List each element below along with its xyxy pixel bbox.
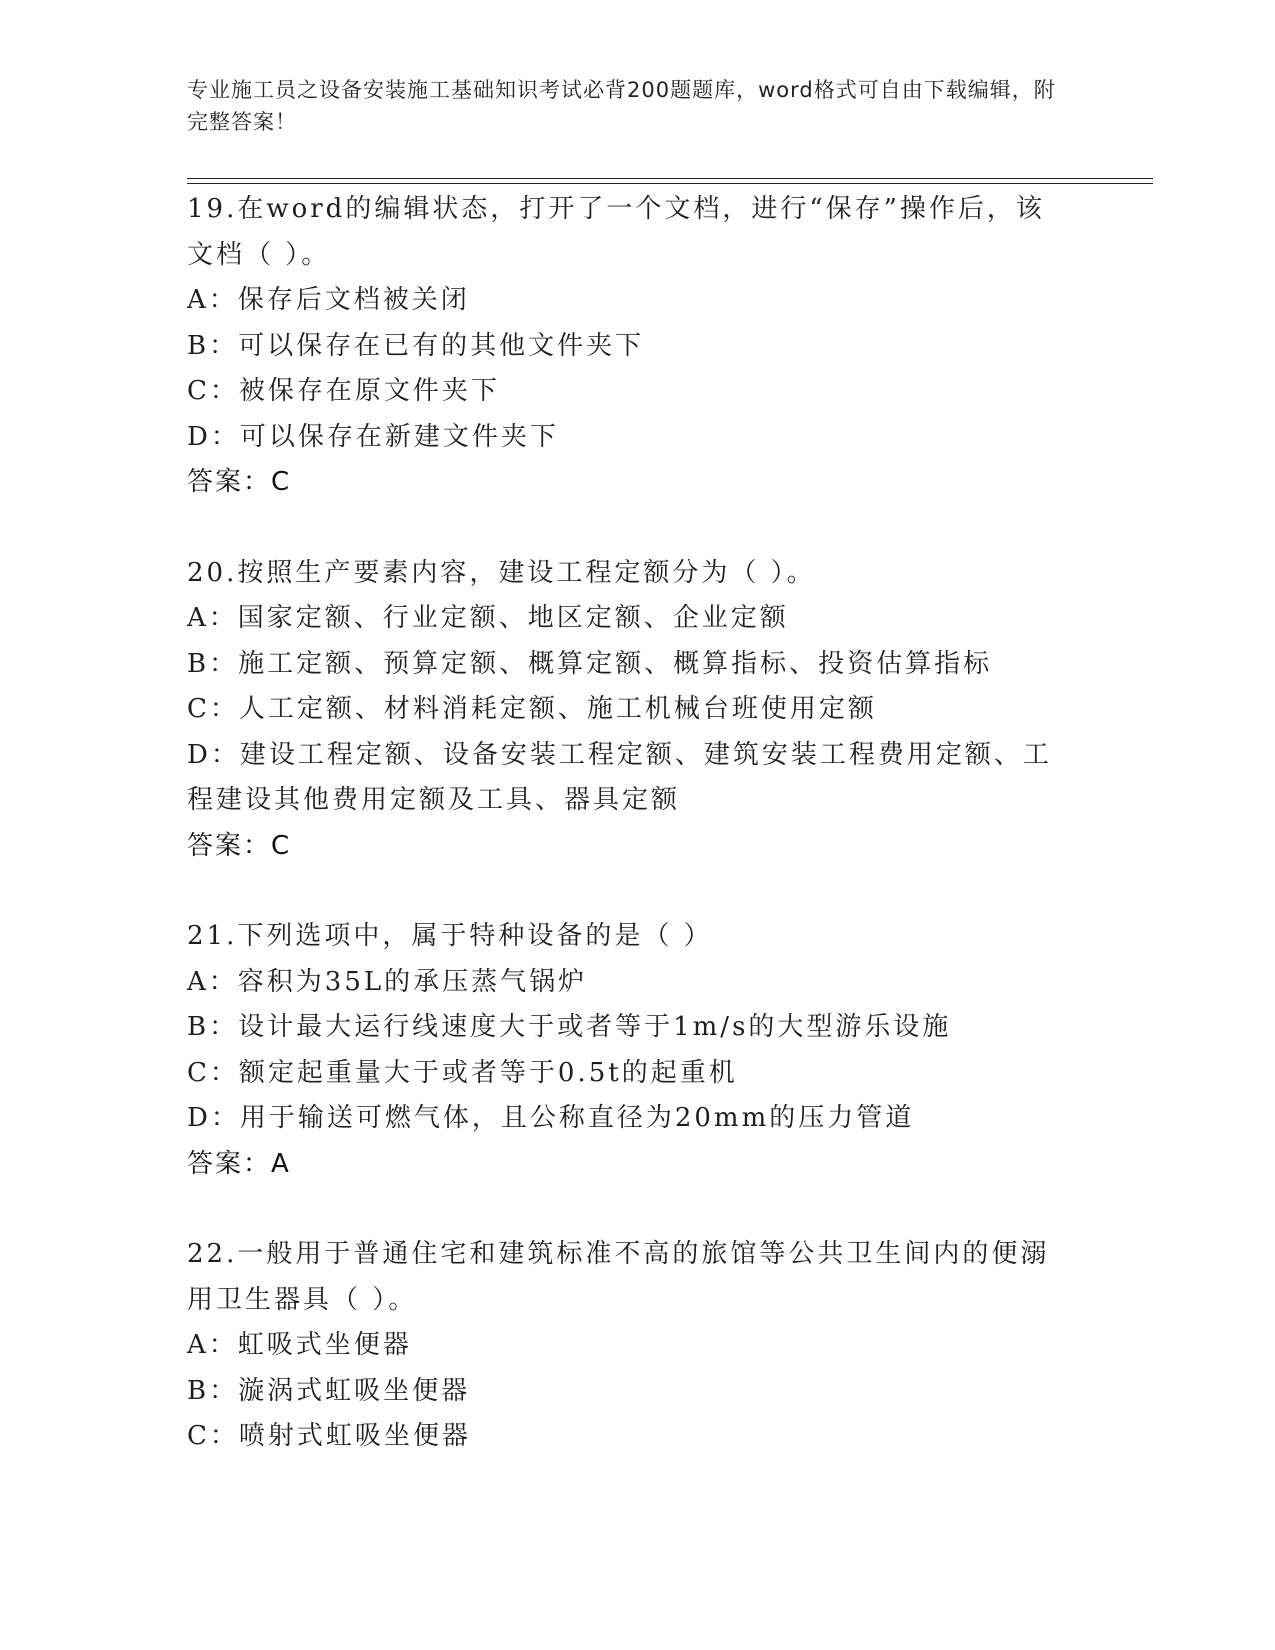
question-stem: 22.一般用于普通住宅和建筑标准不高的旅馆等公共卫生间内的便溺用卫生器具（ ）。 (187, 1239, 1050, 1315)
option-a: A：虹吸式坐便器 (187, 1330, 412, 1360)
option-d: D：用于输送可燃气体，且公称直径为20mm的压力管道 (187, 1103, 915, 1133)
answer-label: 答案：A (187, 1148, 291, 1179)
option-c: C：额定起重量大于或者等于0.5t的起重机 (187, 1057, 738, 1088)
question-21 (187, 914, 1087, 1187)
option-b: B：可以保存在已有的其他文件夹下 (187, 330, 645, 361)
option-b: B：施工定额、预算定额、概算定额、概算指标、投资估算指标 (187, 648, 993, 679)
option-a: A：国家定额、行业定额、地区定额、企业定额 (187, 603, 789, 633)
option-b: B：漩涡式虹吸坐便器 (187, 1375, 471, 1406)
option-a: A：保存后文档被关闭 (187, 285, 470, 315)
question-list (187, 187, 1087, 1505)
answer-label: 答案：C (187, 830, 292, 861)
option-c: C：喷射式虹吸坐便器 (187, 1421, 471, 1451)
option-c: C：被保存在原文件夹下 (187, 376, 500, 406)
header-divider (187, 178, 1153, 179)
option-b: B：设计最大运行线速度大于或者等于1m/s的大型游乐设施 (187, 1012, 952, 1042)
question-19 (187, 187, 1087, 506)
header-divider-secondary (187, 183, 1153, 184)
option-a: A：容积为35L的承压蒸气锅炉 (187, 966, 588, 997)
question-20 (187, 551, 1087, 870)
answer-label: 答案：C (187, 467, 292, 497)
document-header: 专业施工员之设备安装施工基础知识考试必背200题题库，word格式可自由下载编辑，附完整答案！ (187, 78, 1056, 134)
option-d: D：建设工程定额、设备安装工程定额、建筑安装工程费用定额、工程建设其他费用定额及工具、器具定额 (187, 739, 1052, 815)
option-d: D：可以保存在新建文件夹下 (187, 421, 559, 452)
question-stem: 20.按照生产要素内容，建设工程定额分为（ ）。 (187, 557, 816, 588)
option-c: C：人工定额、材料消耗定额、施工机械台班使用定额 (187, 694, 877, 724)
question-stem: 21.下列选项中，属于特种设备的是（ ） (187, 921, 713, 951)
question-stem: 19.在word的编辑状态，打开了一个文档，进行“保存”操作后，该文档（ ）。 (187, 194, 1045, 270)
question-22 (187, 1232, 1087, 1460)
